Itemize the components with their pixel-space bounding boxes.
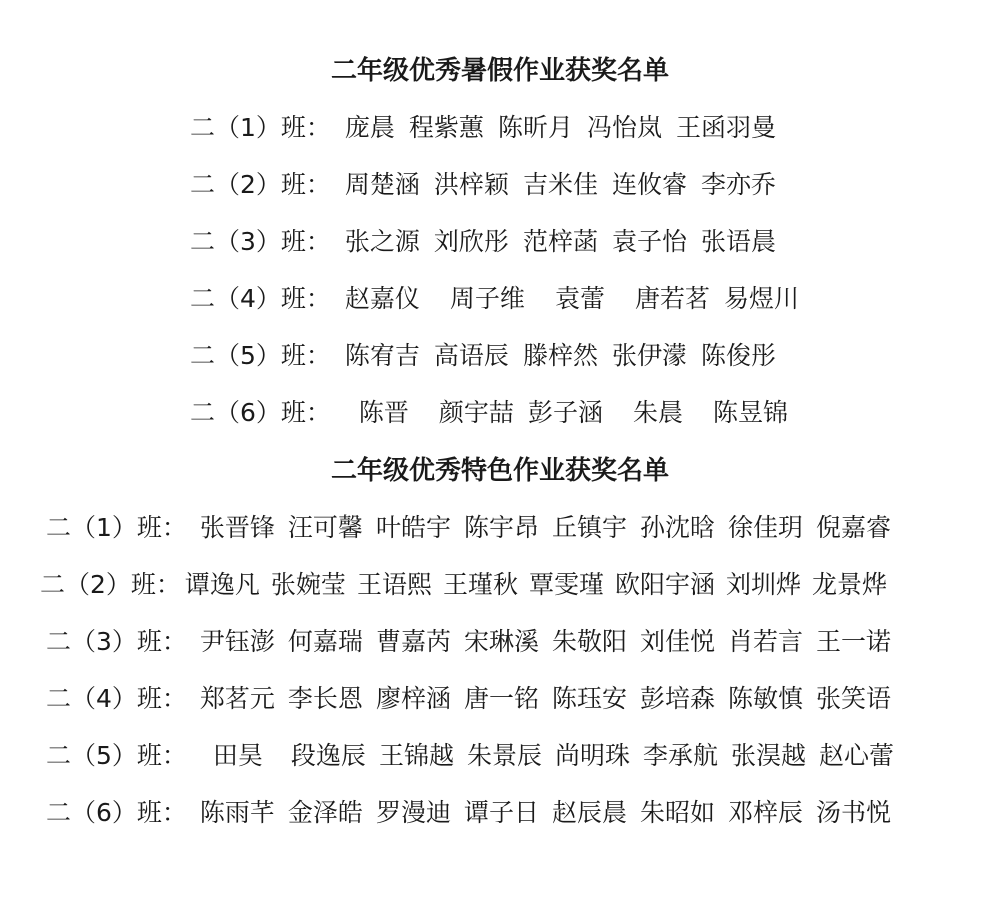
class-row-3 [46,625,891,659]
class-label: 二（6）班： [46,798,187,827]
student-name: 滕梓然 [522,341,598,370]
student-name: 唐一铭 [463,684,539,713]
class-label: 二（1）班： [190,113,331,142]
student-name: 何嘉瑞 [287,627,363,656]
class-label: 二（5）班： [190,341,331,370]
student-name: 朱敬阳 [551,627,627,656]
student-name: 覃雯瑾 [528,570,604,599]
student-name: 谭逸凡 [184,570,260,599]
student-name: 肖若言 [728,627,804,656]
student-name: 王瑾秋 [442,570,518,599]
student-name: 廖梓涵 [375,684,451,713]
class-label: 二（5）班： [46,741,187,770]
class-row-6 [190,396,788,430]
class-label: 二（3）班： [190,227,331,256]
student-name: 张婉莹 [270,570,346,599]
class-row-5 [46,739,894,773]
student-name: 周楚涵 [344,170,420,199]
class-row-3 [190,225,776,259]
student-name: 尹钰澎 [199,627,275,656]
student-name: 李长恩 [287,684,363,713]
student-name: 倪嘉睿 [816,513,892,542]
student-name: 刘佳悦 [639,627,715,656]
student-name: 汤书悦 [816,798,892,827]
student-name: 丘镇宇 [551,513,627,542]
student-name: 范梓菡 [522,227,598,256]
class-row-2 [190,168,776,202]
student-name: 朱晨 [632,398,683,427]
student-name: 易煜川 [723,284,799,313]
student-name: 陈宥吉 [344,341,420,370]
student-name: 陈俊彤 [700,341,776,370]
class-row-5 [190,339,776,373]
section-title: 二年级优秀特色作业获奖名单 [330,456,669,486]
student-name: 曹嘉芮 [375,627,451,656]
student-name: 周子维 [449,284,525,313]
student-name: 赵心蕾 [819,741,895,770]
student-name: 高语辰 [433,341,509,370]
student-name: 张笑语 [816,684,892,713]
student-name: 金泽皓 [287,798,363,827]
class-label: 二（2）班： [190,170,331,199]
student-name: 彭子涵 [527,398,603,427]
student-name: 唐若茗 [634,284,710,313]
student-name: 欧阳宇涵 [614,570,715,599]
student-name: 朱昭如 [639,798,715,827]
student-name: 袁蕾 [554,284,605,313]
student-name: 徐佳玥 [728,513,804,542]
student-name: 张晋锋 [199,513,275,542]
student-name: 陈雨芊 [199,798,275,827]
student-name: 王一诺 [816,627,892,656]
student-name: 孙沈晗 [639,513,715,542]
student-name: 张淏越 [731,741,807,770]
section-title: 二年级优秀暑假作业获奖名单 [330,56,669,86]
student-name: 陈敏慎 [728,684,804,713]
student-name: 王语熙 [356,570,432,599]
student-name: 邓梓辰 [728,798,804,827]
student-name: 陈昕月 [497,113,573,142]
student-name: 陈昱锦 [712,398,788,427]
student-name: 洪梓颖 [433,170,509,199]
student-name: 陈晋 [358,398,409,427]
student-name: 宋琳溪 [463,627,539,656]
class-row-1 [46,511,891,545]
student-name: 张语晨 [700,227,776,256]
student-name: 颜宇喆 [438,398,514,427]
student-name: 王函羽曼 [675,113,776,142]
student-name: 尚明珠 [554,741,630,770]
student-name: 汪可馨 [287,513,363,542]
student-name: 朱景辰 [466,741,542,770]
class-row-4 [190,282,799,316]
student-name: 田昊 [212,741,263,770]
student-name: 庞晨 [344,113,395,142]
student-name: 程紫蕙 [408,113,484,142]
class-row-6 [46,796,891,830]
student-name: 郑茗元 [199,684,275,713]
student-name: 段逸辰 [290,741,366,770]
class-label: 二（4）班： [46,684,187,713]
student-name: 叶皓宇 [375,513,451,542]
student-name: 赵辰晨 [551,798,627,827]
class-label: 二（3）班： [46,627,187,656]
student-name: 刘欣彤 [433,227,509,256]
student-name: 龙景烨 [812,570,888,599]
class-label: 二（6）班： [190,398,331,427]
student-name: 张伊濛 [611,341,687,370]
student-name: 罗漫迪 [375,798,451,827]
class-row-2 [40,568,887,602]
student-name: 李亦乔 [700,170,776,199]
student-name: 陈宇昂 [463,513,539,542]
student-name: 张之源 [344,227,420,256]
student-name: 刘圳烨 [726,570,802,599]
class-row-4 [46,682,891,716]
student-name: 赵嘉仪 [344,284,420,313]
student-name: 王锦越 [378,741,454,770]
student-name: 陈珏安 [551,684,627,713]
student-name: 李承航 [642,741,718,770]
student-name: 袁子怡 [611,227,687,256]
class-label: 二（2）班： [40,570,181,599]
student-name: 谭子日 [463,798,539,827]
student-name: 冯怡岚 [586,113,662,142]
student-name: 连攸睿 [611,170,687,199]
class-row-1 [190,111,776,145]
class-label: 二（1）班： [46,513,187,542]
student-name: 吉米佳 [522,170,598,199]
class-label: 二（4）班： [190,284,331,313]
student-name: 彭培森 [639,684,715,713]
